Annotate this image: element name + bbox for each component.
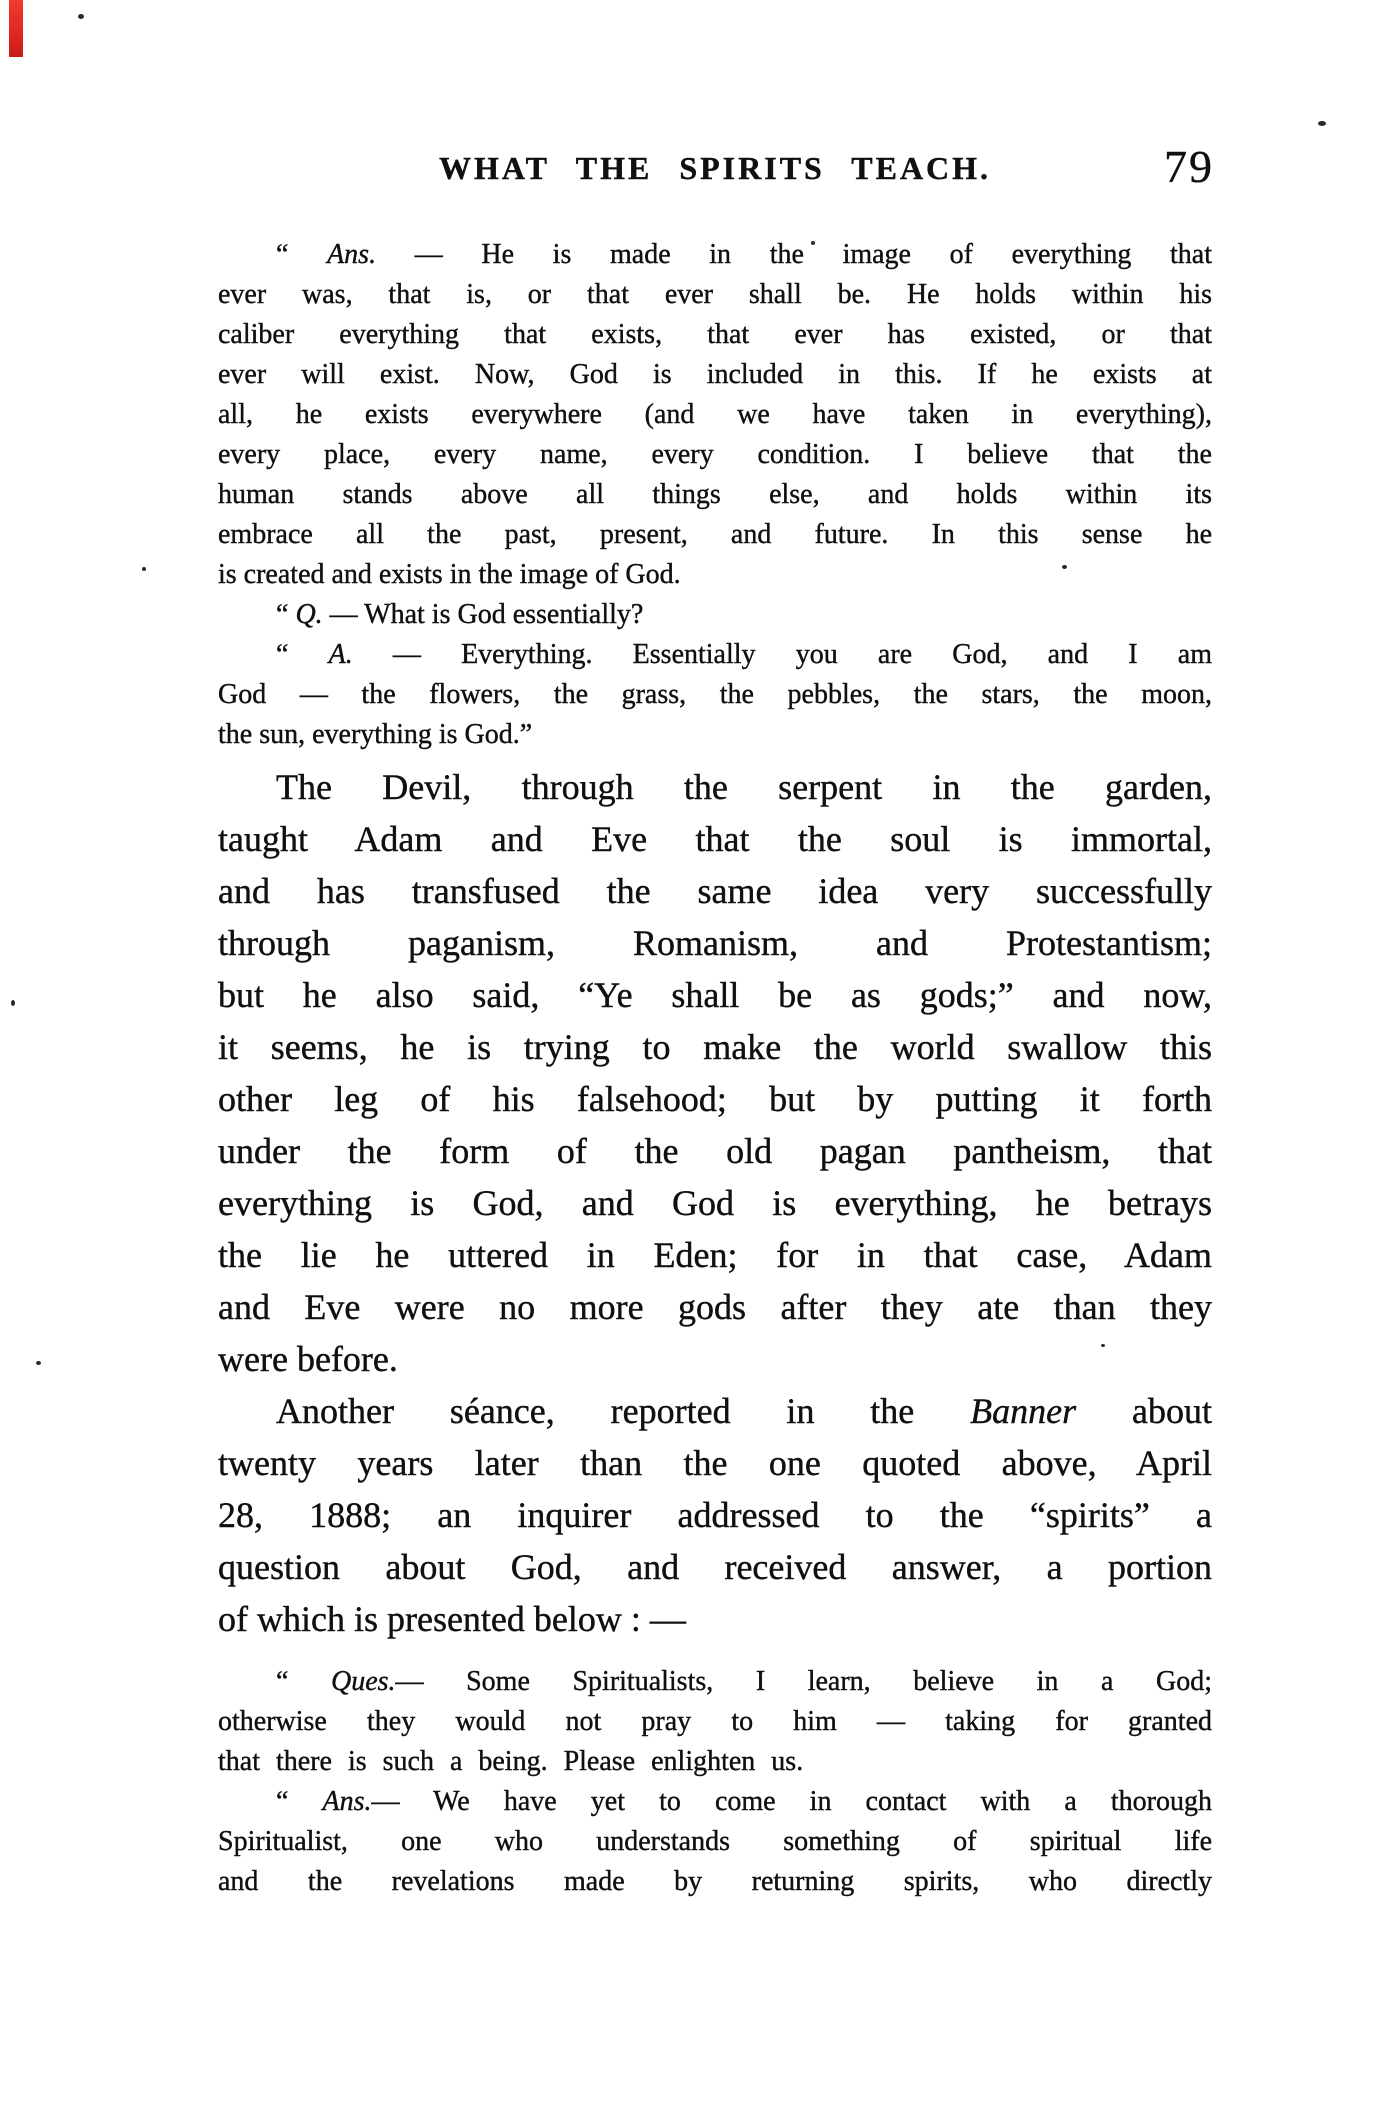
narrative-paragraph-seance: [218, 1385, 1212, 1645]
text-line: “ A. — Everything. Essentially you are God, and I am: [276, 639, 1212, 670]
text-line: but he also said, “Ye shall be as gods;” and now,: [218, 975, 1212, 1015]
text-line: otherwise they would not pray to him — taking for granted: [218, 1706, 1212, 1737]
text-line: and has transfused the same idea very successfully: [218, 871, 1212, 911]
text-line: of which is presented below : —: [218, 1599, 686, 1639]
text-line: were before.: [218, 1339, 398, 1379]
ink-speck: [1318, 121, 1326, 126]
text-line: “ Ques.— Some Spiritualists, I learn, believe in a God;: [276, 1666, 1212, 1697]
quoted-seance-answer-2: [218, 1782, 1212, 1902]
text-line: that there is such a being. Please enlighten us.: [218, 1746, 804, 1777]
text-line: 28, 1888; an inquirer addressed to the “spirits” a: [218, 1495, 1212, 1535]
text-line: The Devil, through the serpent in the garden,: [276, 767, 1212, 807]
text-line: God — the flowers, the grass, the pebbles, the stars, the moon,: [218, 679, 1212, 710]
ink-speck: [36, 1361, 41, 1365]
text-line: “ Ans.— We have yet to come in contact with a thorough: [276, 1786, 1212, 1817]
quoted-seance-answer-1: [218, 235, 1212, 755]
text-line: Spiritualist, one who understands something of spiritual life: [218, 1826, 1212, 1857]
text-line: under the form of the old pagan pantheism, that: [218, 1131, 1212, 1171]
narrative-paragraph-devil: [218, 761, 1212, 1385]
text-line: it seems, he is trying to make the world swallow this: [218, 1027, 1212, 1067]
text-line: embrace all the past, present, and future. In this sense he: [218, 519, 1212, 550]
running-head-title: WHAT THE SPIRITS TEACH.: [438, 150, 992, 186]
text-line: caliber everything that exists, that ever has existed, or that: [218, 319, 1212, 350]
quoted-question: [218, 1662, 1212, 1782]
page-number: 79: [1164, 141, 1214, 192]
text-line: question about God, and received answer, a portion: [218, 1547, 1212, 1587]
ink-speck: [78, 14, 84, 19]
ink-speck: [142, 567, 146, 571]
text-line: the sun, everything is God.”: [218, 719, 533, 750]
text-line: twenty years later than the one quoted above, April: [218, 1443, 1212, 1483]
text-line: and the revelations made by returning spirits, who directly: [218, 1866, 1212, 1897]
text-line: through paganism, Romanism, and Protestantism;: [218, 923, 1212, 963]
text-line: the lie he uttered in Eden; for in that case, Adam: [218, 1235, 1212, 1275]
text-line: all, he exists everywhere (and we have taken in everything),: [218, 399, 1212, 430]
text-line: is created and exists in the image of God.: [218, 559, 681, 590]
text-line: Another séance, reported in the Banner about: [276, 1391, 1213, 1431]
text-line: every place, every name, every condition. I believe that the: [218, 439, 1212, 470]
red-ribbon-artifact: [9, 0, 23, 57]
text-line: taught Adam and Eve that the soul is immortal,: [218, 819, 1212, 859]
text-line: everything is God, and God is everything, he betrays: [218, 1183, 1212, 1223]
text-line: other leg of his falsehood; but by putting it forth: [218, 1079, 1212, 1119]
text-line: “ Q. — What is God essentially?: [276, 599, 644, 630]
text-line: ever will exist. Now, God is included in this. If he exists at: [218, 359, 1212, 390]
text-line: and Eve were no more gods after they ate than they: [218, 1287, 1212, 1327]
text-line: ever was, that is, or that ever shall be. He holds within his: [218, 279, 1212, 310]
ink-speck: [11, 1000, 15, 1006]
text-line: “ Ans. — He is made in the image of everything that: [276, 239, 1212, 270]
text-line: human stands above all things else, and holds within its: [218, 479, 1212, 510]
